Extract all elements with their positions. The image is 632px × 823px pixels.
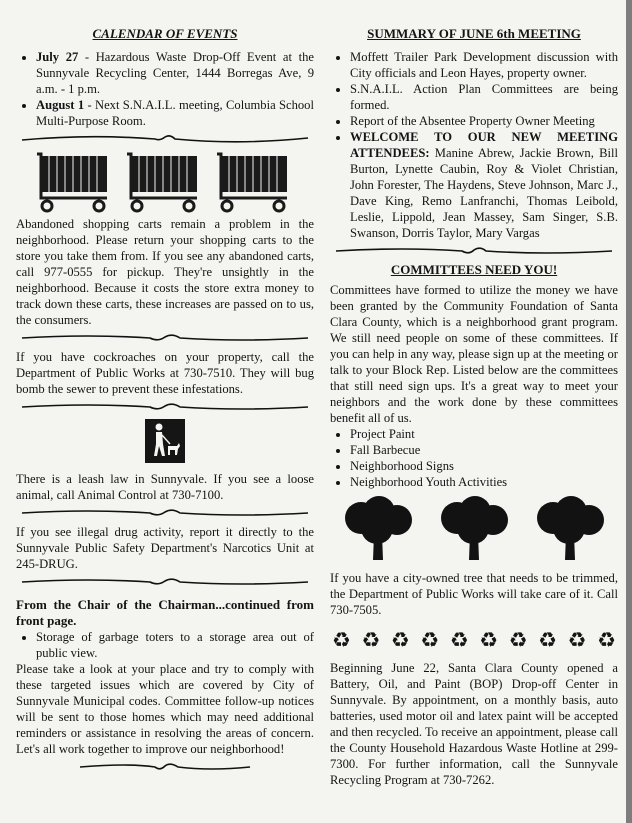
leash-law-illustration bbox=[16, 419, 314, 463]
welcome-label: WELCOME TO OUR NEW MEETING ATTENDEES: bbox=[350, 130, 618, 160]
attendee-names: Manine Abrew, Jackie Brown, Bill Burton, Lynette Caubin, Roy & Violet Christian, John Forester, The Haydens, Steve Johnson, Marc J., Dave King, Remo Lanfranchi, Thomas Leibold, Leslie, Lippold, Jean Massey, Sam Singer, S.B. Swanson, Dorris Taylor, Mary Vargas bbox=[350, 146, 618, 240]
calendar-heading: CALENDAR OF EVENTS bbox=[92, 26, 238, 41]
tree-icon bbox=[529, 496, 611, 566]
swirl-divider bbox=[20, 761, 310, 773]
recycle-icon: ♻ bbox=[479, 628, 499, 652]
recycle-icon: ♻ bbox=[390, 628, 410, 652]
swirl-divider bbox=[334, 245, 614, 257]
committees-paragraph: Committees have formed to utilize the money we have been granted by the Community Foundation of Santa Clara County, which is a neighborhood grant program. We still need people on some of these committees. If you can help in any way, please sign up at the meeting or talk to your Block Rep. Listed below are the committees that still need sign ups. It's a great way to meet your neighbors and the work done by these committees benefit all of us. bbox=[330, 283, 618, 425]
shopping-cart-icon bbox=[215, 150, 295, 214]
recycle-icon: ♻ bbox=[332, 628, 351, 652]
tree-illustration bbox=[330, 496, 618, 566]
swirl-divider bbox=[20, 401, 310, 413]
scan-edge bbox=[626, 0, 632, 823]
event-date: July 27 bbox=[36, 50, 79, 64]
event-item bbox=[36, 97, 314, 129]
committee-list bbox=[330, 426, 618, 490]
summary-item: • S.N.A.I.L. Action Plan Committees are being formed. bbox=[350, 81, 618, 113]
person-with-dog-icon bbox=[145, 419, 185, 463]
welcome-item bbox=[350, 129, 618, 241]
chair-bullet: • Storage of garbage toters to a storage area out of public view. bbox=[36, 629, 314, 661]
recycle-icon: ♻ bbox=[538, 628, 557, 652]
event-text: - Hazardous Waste Drop-Off Event at the Sunnyvale Recycling Center, 1444 Borregas Ave, 9 a.m. - 1 p.m. bbox=[36, 50, 314, 96]
carts-paragraph: Abandoned shopping carts remain a problem in the neighborhood. Please return your shopping carts to the store you take them from. If you see any abandoned carts, call 977-0555 for pickup. They're unsightly in the neighborhood. Because it costs the store extra money to track down these carts, these increases are passed on to us, the consumers. bbox=[16, 217, 314, 327]
left-column bbox=[16, 26, 314, 778]
swirl-divider bbox=[20, 332, 310, 344]
tree-icon bbox=[337, 496, 419, 566]
tree-icon bbox=[433, 496, 515, 566]
committee-item: • Neighborhood Youth Activities bbox=[350, 474, 618, 490]
swirl-divider bbox=[20, 576, 310, 588]
swirl-divider bbox=[20, 133, 310, 145]
recycle-icon: ♻ bbox=[597, 628, 616, 652]
summary-heading: SUMMARY OF JUNE 6th MEETING bbox=[367, 26, 581, 41]
recycle-icon: ♻ bbox=[508, 628, 528, 652]
committees-heading: COMMITTEES NEED YOU! bbox=[390, 262, 558, 277]
shopping-cart-icon bbox=[125, 150, 205, 214]
swirl-divider bbox=[20, 507, 310, 519]
chair-list bbox=[16, 629, 314, 661]
summary-item: • Report of the Absentee Property Owner Meeting bbox=[350, 113, 618, 129]
event-text: - Next S.N.A.I.L. meeting, Columbia School Multi-Purpose Room. bbox=[36, 98, 314, 128]
leash-paragraph: There is a leash law in Sunnyvale. If you see a loose animal, call Animal Control at 730-7100. bbox=[16, 472, 314, 502]
shopping-cart-illustration bbox=[16, 150, 314, 214]
committee-item: • Neighborhood Signs bbox=[350, 458, 618, 474]
chair-heading: From the Chair of the Chairman...continued from front page. bbox=[16, 597, 314, 628]
recycle-icon: ♻ bbox=[449, 628, 469, 652]
committee-item: • Project Paint bbox=[350, 426, 618, 442]
right-column bbox=[330, 26, 618, 788]
drug-paragraph: If you see illegal drug activity, report it directly to the Sunnyvale Public Safety Department's Narcotics Unit at 245-DRUG. bbox=[16, 525, 314, 571]
event-date: August 1 bbox=[36, 98, 85, 112]
shopping-cart-icon bbox=[35, 150, 115, 214]
tree-paragraph: If you have a city-owned tree that needs to be trimmed, the Department of Public Works will take care of it. Call 730-7505. bbox=[330, 571, 618, 617]
recycle-icon: ♻ bbox=[420, 628, 440, 652]
recycle-icon: ♻ bbox=[361, 628, 381, 652]
recycle-icon: ♻ bbox=[567, 628, 587, 652]
bop-paragraph: Beginning June 22, Santa Clara County opened a Battery, Oil, and Paint (BOP) Drop-off Center in Sunnyvale. By appointment, on a monthly basis, auto batteries, used motor oil and latex paint will be accepted and then recycled. To receive an appointment, please call the County Household Hazardous Waste Hotline at 299-7300. For further information, call the Sunnyvale Recycling Program at 730-7262. bbox=[330, 661, 618, 787]
summary-item: • Moffett Trailer Park Development discussion with City officials and Leon Hayes, property owner. bbox=[350, 49, 618, 81]
recycle-symbol-row bbox=[332, 628, 616, 652]
cockroach-paragraph: If you have cockroaches on your property, call the Department of Public Works at 730-7510. They will bug bomb the sewer to prevent these infestations. bbox=[16, 350, 314, 396]
summary-list bbox=[330, 49, 618, 241]
chair-paragraph: Please take a look at your place and try to comply with these targeted issues which are covered by City of Sunnyvale Municipal codes. Committee follow-up notices will be sent to those homes which may need additional reminders or assistance in resolving the areas of concern. Let's all work together to improve our neighborhood! bbox=[16, 662, 314, 756]
event-list bbox=[16, 49, 314, 129]
dog-walker-icon bbox=[148, 422, 182, 460]
committee-item: • Fall Barbecue bbox=[350, 442, 618, 458]
event-item bbox=[36, 49, 314, 97]
